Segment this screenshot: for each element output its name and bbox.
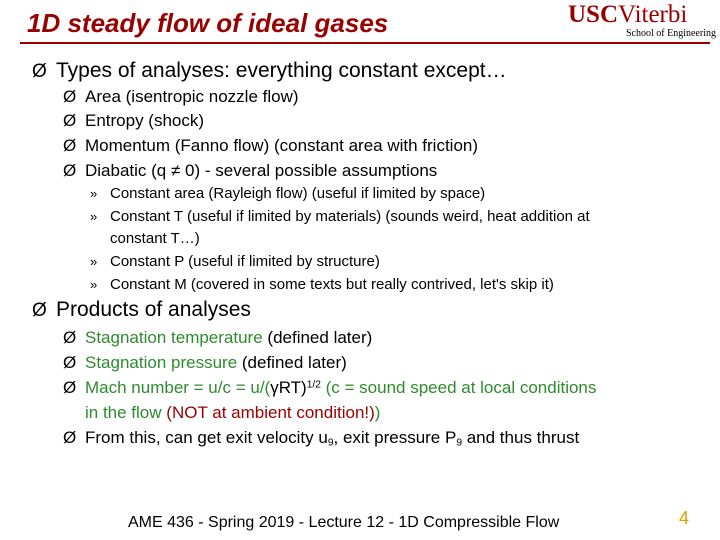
sub-list-item: » Constant M (covered in some texts but really contrived, let's skip it) [90, 276, 554, 293]
list-item: Ø Entropy (shock) [63, 111, 205, 130]
list-item: Ø Diabatic (q ≠ 0) - several possible assumptions [63, 161, 438, 180]
sub-list-item: » Constant T (useful if limited by materials) (sounds weird, heat addition at [90, 208, 590, 225]
list-item: Ø Stagnation temperature (defined later) [63, 328, 373, 347]
double-chevron-icon: » [90, 186, 98, 201]
logo-usc: USC [568, 1, 619, 28]
logo-subtitle: School of Engineering [626, 28, 716, 39]
list-item: Ø Stagnation pressure (defined later) [63, 353, 347, 372]
arrow-bullet-icon: Ø [63, 378, 77, 397]
sub-list-item: » Constant area (Rayleigh flow) (useful if limited by space) [90, 185, 486, 202]
list-item: Ø From this, can get exit velocity $u_9$, exit pressure $P_9$ and thus thrust [63, 428, 580, 449]
arrow-bullet-icon: Ø [32, 61, 47, 82]
arrow-bullet-icon: Ø [32, 300, 47, 321]
arrow-bullet-icon: Ø [63, 111, 77, 130]
section2-heading: Products of analyses [56, 298, 251, 321]
list-item: Ø Area (isentropic nozzle flow) [63, 87, 299, 106]
sub-list-item: » Constant P (useful if limited by structure) [90, 253, 380, 270]
slide-title: 1D steady flow of ideal gases [27, 8, 389, 38]
arrow-bullet-icon: Ø [63, 428, 77, 447]
sub-list-item-continuation: constant T…) [110, 230, 200, 247]
arrow-bullet-icon: Ø [63, 328, 77, 347]
double-chevron-icon: » [90, 209, 98, 224]
slide-footer: AME 436 - Spring 2019 - Lecture 12 - 1D Compressible Flow [128, 514, 560, 531]
arrow-bullet-icon: Ø [63, 161, 77, 180]
title-underline [20, 42, 710, 44]
list-item-continuation: in the flow (NOT at ambient condition!)) [85, 403, 381, 422]
section1-heading-row [32, 59, 507, 83]
arrow-bullet-icon: Ø [63, 136, 77, 155]
logo-viterbi: Viterbi [618, 1, 688, 28]
list-item: Ø Mach number = $u/c = u/(\gamma RT)^{1/2}$ (c = sound speed at local conditions [63, 378, 597, 397]
double-chevron-icon: » [90, 254, 98, 269]
arrow-bullet-icon: Ø [63, 87, 77, 106]
double-chevron-icon: » [90, 277, 98, 292]
section1-heading: Types of analyses: everything constant except… [56, 59, 507, 82]
page-number: 4 [679, 508, 690, 528]
usc-viterbi-logo [568, 1, 716, 42]
section2-heading-row [32, 298, 251, 322]
list-item: Ø Momentum (Fanno flow) (constant area with friction) [63, 136, 479, 155]
arrow-bullet-icon: Ø [63, 353, 77, 372]
